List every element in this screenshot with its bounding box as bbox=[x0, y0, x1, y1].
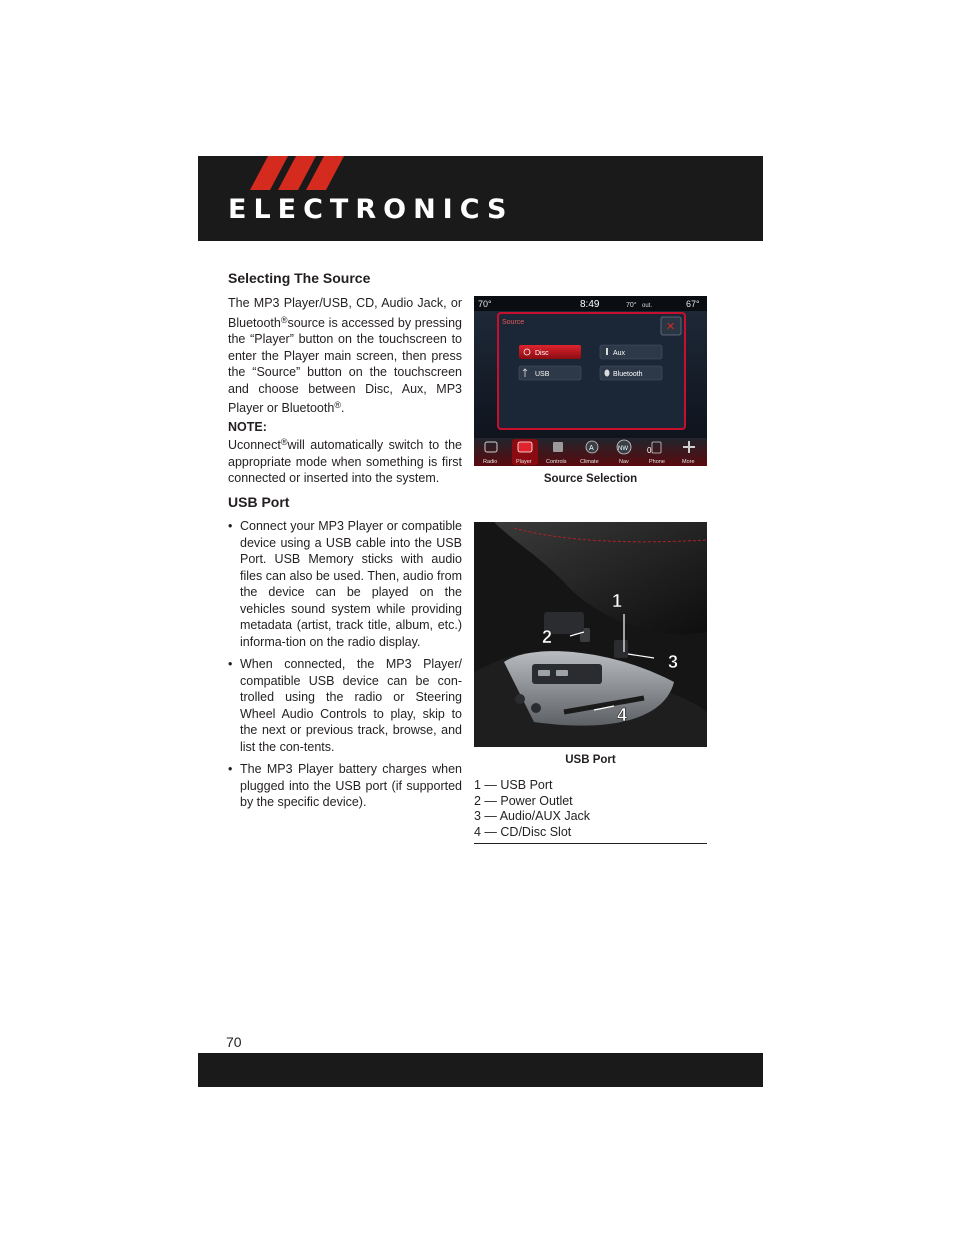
figure2-legend bbox=[474, 778, 707, 844]
note-text-part: will automatically switch to the appropriate mode when something is first connected or inserted into the system. bbox=[228, 438, 462, 485]
para-text: . bbox=[340, 401, 345, 415]
usb-port-photo bbox=[474, 522, 707, 747]
phone-icon-digit: 0 bbox=[647, 446, 652, 455]
source-paragraph-block bbox=[228, 295, 462, 417]
usb-bullet-list bbox=[228, 518, 462, 811]
red-stripes-graphic bbox=[250, 156, 346, 190]
header-band bbox=[198, 156, 763, 241]
clock: 8:49 bbox=[580, 299, 600, 310]
nav-climate-label[interactable]: Climate bbox=[580, 459, 599, 465]
nav-nav-label[interactable]: Nav bbox=[619, 459, 629, 465]
bullet-text: The MP3 Player battery charges when plugged into the USB port (if supported by the specific device). bbox=[240, 762, 462, 809]
controls-icon bbox=[553, 442, 563, 452]
close-icon: ✕ bbox=[666, 320, 676, 333]
out-label: out. bbox=[642, 303, 653, 309]
climate-icon-letter: A bbox=[589, 445, 594, 452]
figure2-caption: USB Port bbox=[565, 754, 616, 766]
figure1-caption: Source Selection bbox=[543, 473, 638, 485]
nav-controls-label[interactable]: Controls bbox=[546, 459, 567, 465]
marker-3: 3 bbox=[668, 652, 679, 672]
bluetooth-label: Bluetooth bbox=[613, 371, 643, 378]
source-selection-screen-image bbox=[474, 296, 707, 466]
heading-usb-port: USB Port bbox=[228, 494, 290, 510]
usb-bullet-block bbox=[228, 518, 462, 817]
bluetooth-icon bbox=[605, 370, 610, 377]
para-text: source is accessed by pressing the “Player” button on the touchscreen to enter the Player main screen, then press the “Source” button on the touchscreen and choose between Disc, Aux, MP3 Player or Bluetooth bbox=[228, 315, 462, 415]
disc-button[interactable] bbox=[519, 345, 581, 359]
para-text: The MP3 Player/USB, CD, Audio Jack, or Bluetooth bbox=[228, 296, 462, 330]
aux-button[interactable] bbox=[600, 345, 662, 359]
registered-mark: ® bbox=[334, 400, 341, 410]
bullet-item bbox=[228, 518, 462, 650]
note-text-part: Uconnect bbox=[228, 438, 281, 452]
note-text bbox=[228, 434, 462, 487]
section-title: ELECTRONICS bbox=[228, 194, 514, 225]
registered-mark: ® bbox=[280, 437, 288, 447]
heading-selecting-source: Selecting The Source bbox=[228, 270, 371, 286]
bullet-text: When connected, the MP3 Player/ compatible USB device can be con-trolled using the radio or Steering Wheel Audio Controls to play, skip to the next or previous track, browse, and list the con-tents. bbox=[240, 657, 462, 754]
nav-player-label[interactable]: Player bbox=[516, 459, 532, 465]
source-paragraph bbox=[228, 295, 462, 417]
aux-label: Aux bbox=[613, 350, 626, 357]
nav-phone-label[interactable]: Phone bbox=[649, 459, 665, 465]
usb-label: USB bbox=[535, 371, 550, 378]
temp-left: 70° bbox=[478, 299, 492, 309]
console-illustration bbox=[474, 522, 707, 747]
screen-graphic bbox=[474, 296, 707, 466]
bullet-text: Connect your MP3 Player or compatible device using a USB cable into the USB Port. USB Memory sticks with audio files can also be used. Then, audio from the device can be played on the vehicles sound system while providing metadata (artist, track title, album, etc.) informa-tion on the radio display. bbox=[240, 519, 462, 649]
bullet-item bbox=[228, 761, 462, 811]
marker-4: 4 bbox=[617, 705, 628, 725]
bullet-dot: • bbox=[228, 762, 233, 776]
legend-item: 1 — USB Port bbox=[474, 778, 553, 792]
note-block bbox=[228, 420, 462, 487]
marker-2: 2 bbox=[542, 627, 553, 647]
nav-radio-label[interactable]: Radio bbox=[483, 459, 498, 465]
marker-1: 1 bbox=[612, 591, 623, 611]
nav-more-label[interactable]: More bbox=[682, 459, 695, 465]
bullet-item bbox=[228, 656, 462, 755]
temp-right: 67° bbox=[686, 299, 700, 309]
registered-mark: ® bbox=[280, 314, 288, 325]
bullet-dot: • bbox=[228, 657, 233, 671]
usb-button[interactable] bbox=[519, 366, 581, 380]
legend-item: 3 — Audio/AUX Jack bbox=[474, 809, 591, 823]
player-icon bbox=[518, 442, 532, 452]
source-label: Source bbox=[502, 319, 525, 326]
footer-band bbox=[198, 1053, 763, 1087]
aux-jack-icon bbox=[606, 348, 608, 355]
bullet-dot: • bbox=[228, 519, 233, 533]
nav-compass-letters: NW bbox=[618, 446, 628, 452]
temp-out: 70° bbox=[626, 302, 637, 309]
page-number: 70 bbox=[226, 1034, 242, 1050]
legend-item: 2 — Power Outlet bbox=[474, 793, 573, 808]
note-label: NOTE: bbox=[228, 420, 267, 434]
disc-label: Disc bbox=[535, 350, 549, 357]
legend-item: 4 — CD/Disc Slot bbox=[474, 824, 572, 839]
